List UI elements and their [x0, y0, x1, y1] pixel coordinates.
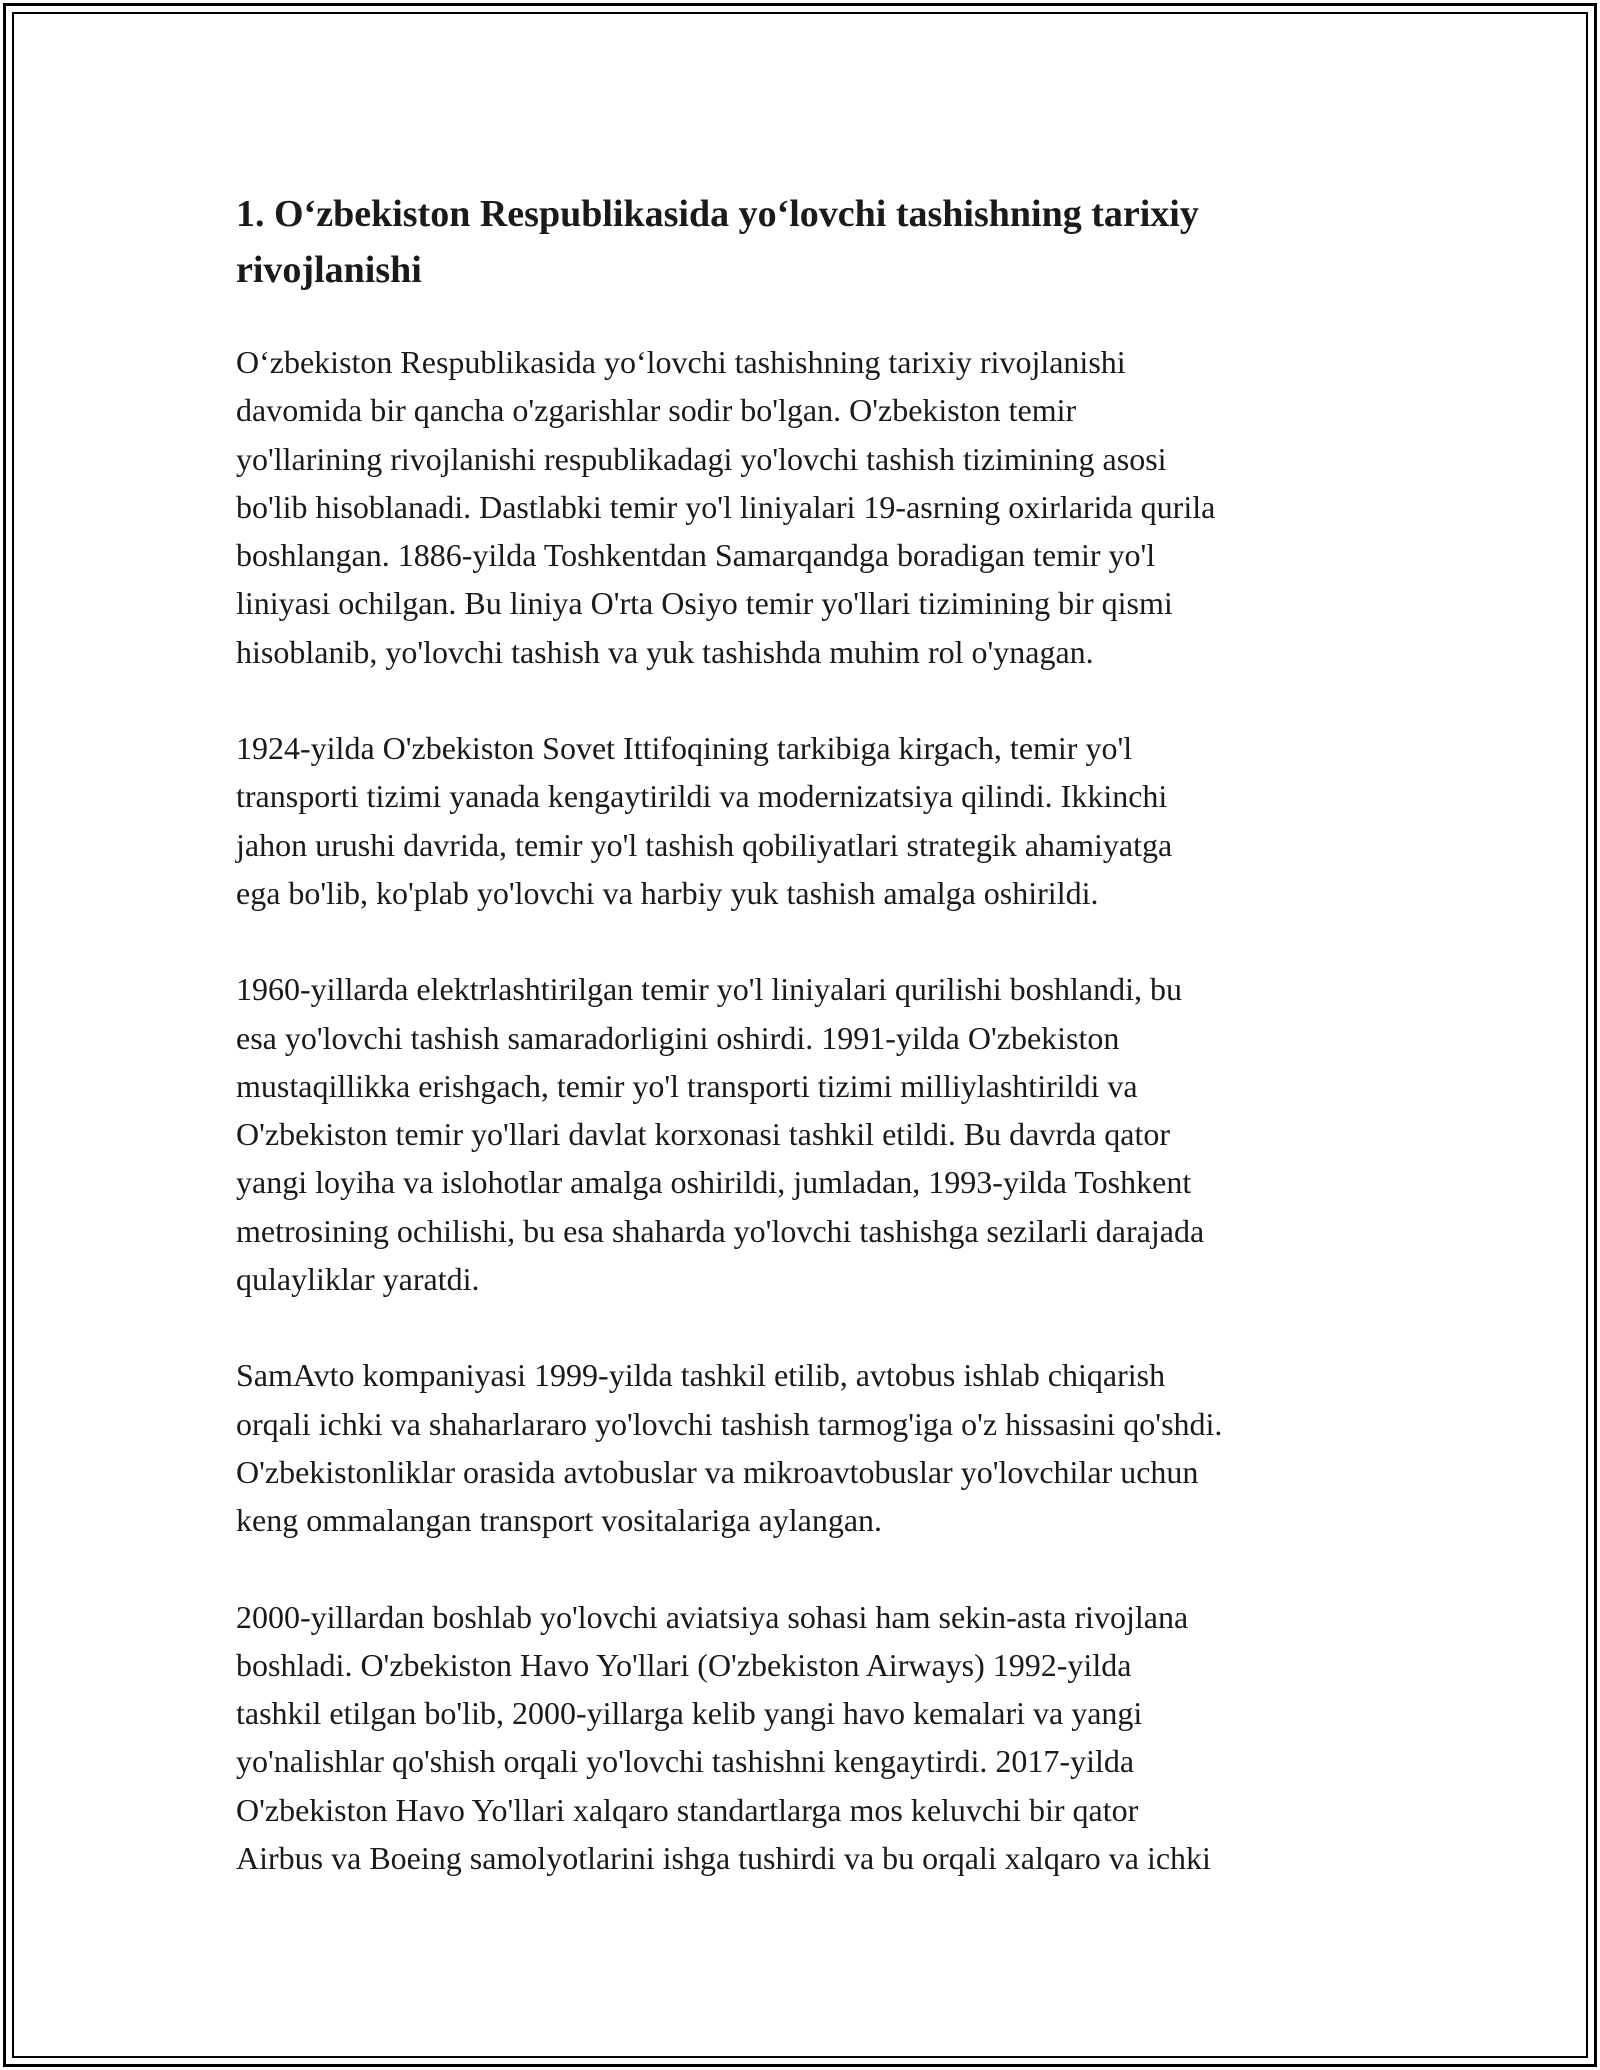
paragraph-samavto: SamAvto kompaniyasi 1999-yilda tashkil etilib, avtobus ishlab chiqarish orqali ichki va shaharlararo yo'lovchi tashish tarmog'iga o'z hissasini qo'shdi. O'zbekistonliklar orasida avtobuslar va mikroavtobuslar yo'lovchilar uchun keng ommalangan transport vositalariga aylangan. — [236, 1357, 1223, 1539]
section-heading: 1. O‘zbekiston Respublikasida yo‘lovchi tashishning tarixiy rivojlanishi — [236, 193, 1199, 291]
document-body — [236, 186, 1366, 1930]
paragraph-independence-period: 1960-yillarda elektrlashtirilgan temir yo'l liniyalari qurilishi boshlandi, bu esa yo'lovchi tashish samaradorligini oshirdi. 1991-yilda O'zbekiston mustaqillikka erishgach, temir yo'l transporti tizimi milliylashtirildi va O'zbekiston temir yo'llari davlat korxonasi tashkil etildi. Bu davrda qator yangi loyiha va islohotlar amalga oshirildi, jumladan, 1993-yilda Toshkent metrosining ochilishi, bu esa shaharda yo'lovchi tashishga sezilarli darajada qulayliklar yaratdi. — [236, 971, 1205, 1298]
paragraph-soviet-period: 1924-yilda O'zbekiston Sovet Ittifoqining tarkibiga kirgach, temir yo'l transporti tizimi yanada kengaytirildi va modernizatsiya qilindi. Ikkinchi jahon urushi davrida, temir yo'l tashish qobiliyatlari strategik ahamiyatga ega bo'lib, ko'plab yo'lovchi va harbiy yuk tashish amalga oshirildi. — [236, 730, 1173, 911]
paragraph-aviation: 2000-yillardan boshlab yo'lovchi aviatsiya sohasi ham sekin-asta rivojlana boshladi. O'zbekiston Havo Yo'llari (O'zbekiston Airways) 1992-yilda tashkil etilgan bo'lib, 2000-yillarga kelib yangi havo kemalari va yangi yo'nalishlar qo'shish orqali yo'lovchi tashishni kengaytirdi. 2017-yilda O'zbekiston Havo Yo'llari xalqaro standartlarga mos keluvchi bir qator Airbus va Boeing samolyotlarini ishga tushirdi va bu orqali xalqaro va ichki — [236, 1598, 1211, 1877]
paragraph-railway-history: O‘zbekiston Respublikasida yo‘lovchi tashishning tarixiy rivojlanishi davomida bir qancha o'zgarishlar sodir bo'lgan. O'zbekiston temir yo'llarining rivojlanishi respublikadagi yo'lovchi tashish tizimining asosi bo'lib hisoblanadi. Dastlabki temir yo'l liniyalari 19-asrning oxirlarida qurila boshlangan. 1886-yilda Toshkentdan Samarqandga boradigan temir yo'l liniyasi ochilgan. Bu liniya O'rta Osiyo temir yo'llari tizimining bir qismi hisoblanib, yo'lovchi tashish va yuk tashishda muhim rol o'ynagan. — [236, 344, 1216, 670]
